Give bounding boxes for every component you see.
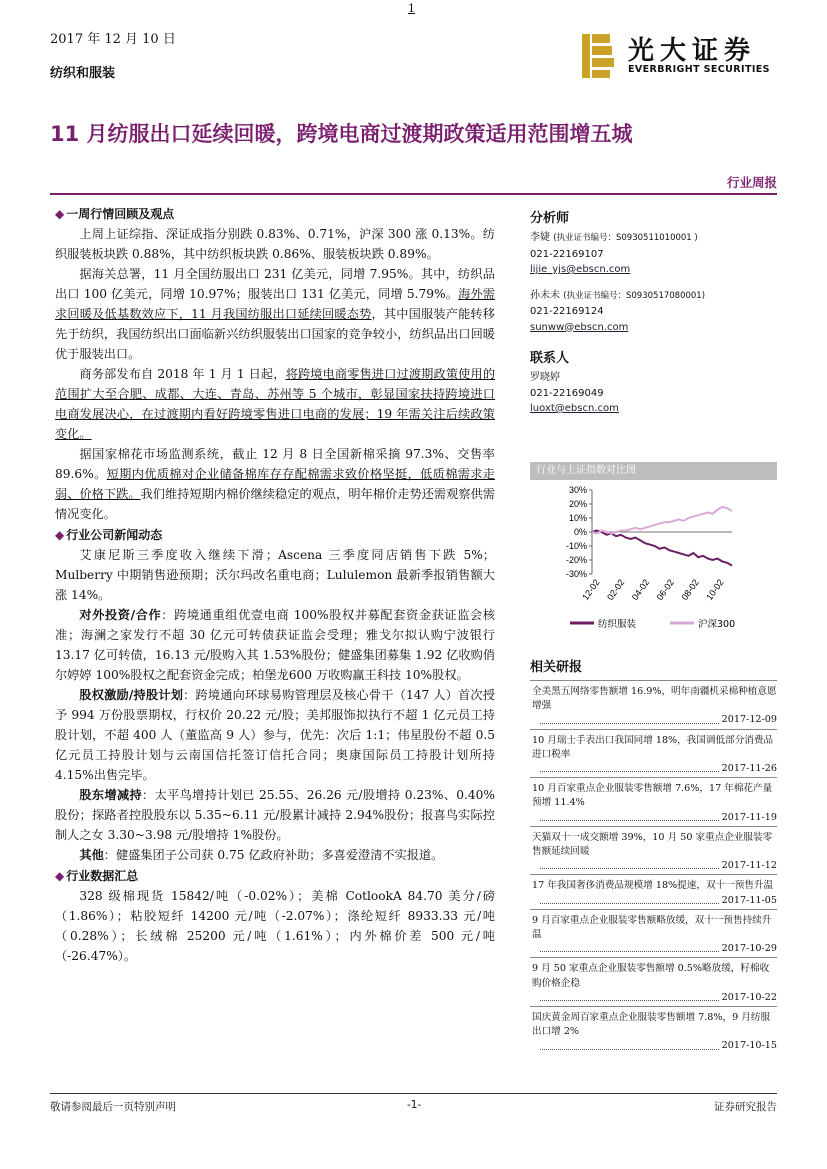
paragraph: 股东增减持：太平鸟增持计划已 25.55、26.26 元/股增持 0.23%、0.40%股份；探路者控股股东以 5.35~6.11 元/股累计减持 2.94%股份；报喜鸟实际控制人之女 3.30~3.98 元/股增持 1%股份。 [55, 788, 495, 842]
section-heading: ◆ 行业公司新闻动态 [55, 528, 163, 542]
contact-heading: 联系人 [530, 351, 570, 366]
related-report-title: 9 月百家重点企业服装零售额略放缓，双十一预售持续升温 [532, 914, 772, 941]
analyst-card: 孙未未 (执业证书编号：S0930517080001) 021-22169124 sunww@ebscn.com [530, 288, 777, 336]
related-report-date: 2017-11-05 [721, 894, 777, 906]
legend-label: 沪深300 [698, 619, 736, 630]
related-report-title: 国庆黄金周百家重点企业服装零售额增 7.8%，9 月纺服出口增 2% [532, 1012, 771, 1038]
related-report-date: 2017-11-12 [721, 860, 777, 872]
paragraph: 艾康尼斯三季度收入继续下滑；Ascena 三季度同店销售下跌 5%；Mulberry 中期销售逊预期；沃尔玛改名重电商；Lululemon 最新季报销售额大涨 14%。 [55, 548, 495, 602]
email-link[interactable]: lijie_yjs@ebscn.com [530, 264, 631, 275]
related-report-title: 全美黑五网络零售额增 16.9%，明年南疆机采棉种植意愿增强 [532, 686, 777, 712]
paragraph: 其他：健盛集团子公司获 0.75 亿政府补助；多喜爱澄清不实报道。 [79, 848, 444, 862]
y-tick-label: 20% [568, 499, 587, 509]
related-report-date: 2017-11-19 [721, 811, 777, 823]
x-tick-label: 02-02 [605, 577, 627, 603]
x-tick-label: 10-02 [704, 577, 726, 603]
x-tick-label: 12-02 [580, 577, 602, 603]
x-tick-label: 08-02 [679, 577, 701, 603]
logo-text-cn: 光大证券 [628, 36, 757, 66]
email-link[interactable]: sunww@ebscn.com [530, 321, 629, 333]
related-report-item[interactable] [530, 874, 777, 908]
related-report-title: 9 月 50 家重点企业服装零售额增 0.5%略放缓，籽棉收购价格企稳 [532, 963, 770, 989]
chart-svg [530, 482, 777, 634]
paragraph: 328 级棉现货 15842/吨（-0.02%）；美棉 CotlookA 84.70 美分/磅（1.86%）；粘胶短纤 14200 元/吨（-2.07%）；涤纶短纤 8933.33 元/吨（0.28%）；长绒棉 25200 元/吨（1.61%）；内外棉价差 500 元/吨（-26.47%）。 [55, 889, 495, 963]
y-tick-label: 10% [568, 513, 587, 523]
related-report-date: 2017-10-22 [721, 991, 777, 1003]
comparison-chart [530, 482, 777, 638]
footer-disclaimer[interactable]: 敬请参阅最后一页特别声明 [50, 1101, 176, 1113]
related-report-date: 2017-11-26 [721, 763, 777, 775]
section-heading: ◆ 行业数据汇总 [55, 869, 139, 883]
paragraph: 对外投资/合作：跨境通重组优壹电商 100%股权并募配套资金获证监会核准；海澜之家发行不超 30 亿元可转债获证监会受理；雅戈尔拟认购宁波银行 13.17 亿可转债，16.13 元/股购入其 1.53%股份；健盛集团募集 1.92 亿收购俏尔婷婷 100%股权之配套资金完成；柏堡龙600 万收购赢王科技 10%股权。 [55, 608, 496, 682]
related-report-item[interactable] [530, 909, 777, 958]
related-report-title: 10 月瑞士手表出口我国同增 18%，我国调低部分消费品进口税率 [532, 734, 774, 760]
diamond-icon: ◆ [55, 207, 65, 221]
footer-label: 证券研究报告 [714, 1101, 777, 1113]
related-report-title: 天猫双十一成交额增 39%，10 月 50 家重点企业服装零售额延续回暖 [532, 831, 773, 858]
related-report-item[interactable] [530, 957, 777, 1006]
analyst-heading: 分析师 [530, 211, 570, 226]
chart-header: 行业与上证指数对比图 [530, 462, 777, 480]
diamond-icon: ◆ [55, 869, 65, 883]
series-line-textile [592, 531, 732, 566]
related-report-item[interactable] [530, 680, 777, 729]
related-report-title: 17 年我国奢侈消费品规模增 18%提速，双十一预售升温 [532, 880, 774, 892]
analyst-card: 李婕 (执业证书编号：S0930511010001 ) 021-22169107 lijie_yjs@ebscn.com [530, 230, 777, 278]
related-report-date: 2017-10-15 [721, 1040, 777, 1052]
paragraph: 商务部发布自 2018 年 1 月 1 日起，将跨境电商零售进口过渡期政策使用的范围扩大至合肥、成都、大连、青岛、苏州等 5 个城市，彰显国家扶持跨境进口电商发展决心，在过渡期内看好跨境零售进口电商的发展；19 年需关注后续政策变化。 [55, 367, 496, 441]
related-heading: 相关研报 [530, 660, 583, 675]
page-number-top: 1 [408, 2, 415, 15]
related-report-title: 10 月百家重点企业服装零售额增 7.6%，17 年棉花产量预增 11.4% [532, 783, 773, 809]
report-type: 行业周报 [726, 175, 777, 190]
paragraph: 股权激励/持股计划：跨境通向环球易购管理层及核心骨干（147 人）首次授予 994 万份股票期权，行权价 20.22 元/股；美邦服饰拟执行不超 1 亿元员工持股计划，不超 400 人（董监高 9 人）参与，优先：次后 1:1；伟星股份不超 0.5 亿元员工持股计划与云南国信托签订信托合同；奥康国际员工持股计划所持 4.15%出售完毕。 [55, 688, 496, 782]
main-column [55, 203, 495, 966]
header-rule [50, 193, 777, 195]
y-tick-label: 0% [573, 527, 587, 537]
section-heading: ◆ 一周行情回顾及观点 [55, 207, 175, 221]
paragraph: 据海关总署，11 月全国纺服出口 231 亿美元，同增 7.95%。其中，纺织品出口 100 亿美元，同增 10.97%；服装出口 131 亿美元，同增 5.79%。海外需求回暖及低基数效应下，11 月我国纺服出口延续回暖态势，其中国服装产能转移先于纺织，我国纺织出口面临新兴纺织服装出口国家的竞争较小，纺织品出口回暖优于服装出口。 [55, 267, 495, 361]
y-tick-label: -10% [565, 541, 587, 551]
legend-label: 纺织服装 [598, 619, 637, 630]
logo-icon [578, 30, 618, 86]
footer-rule [50, 1093, 777, 1094]
related-reports-list [530, 680, 777, 1055]
related-report-item[interactable] [530, 729, 777, 778]
footer-page-number: -1- [407, 1099, 422, 1111]
logo-text-en: EVERBRIGHT SECURITIES [628, 64, 770, 75]
y-tick-label: 30% [568, 485, 587, 495]
x-tick-label: 06-02 [654, 577, 677, 603]
diamond-icon: ◆ [55, 528, 65, 542]
x-tick-label: 04-02 [629, 577, 652, 603]
related-report-item[interactable] [530, 826, 777, 875]
report-title: 11 月纺服出口延续回暖，跨境电商过渡期政策适用范围增五城 [50, 122, 633, 146]
paragraph: 据国家棉花市场监测系统，截止 12 月 8 日全国新棉采摘 97.3%、交售率 89.6%。短期内优质棉对企业储备棉库存存配棉需求致价格坚挺，低质棉需求走弱、价格下跌。我们维持短期内棉价继续稳定的观点，明年棉价走势还需观察供需情况变化。 [55, 447, 495, 521]
related-report-item[interactable] [530, 1006, 777, 1055]
sidebar [530, 203, 777, 417]
report-date: 2017 年 12 月 10 日 [50, 32, 176, 47]
series-line-hs300 [592, 507, 732, 534]
related-report-date: 2017-12-09 [721, 714, 777, 726]
related-report-item[interactable] [530, 777, 777, 826]
related-report-date: 2017-10-29 [721, 943, 777, 955]
email-link[interactable]: luoxt@ebscn.com [530, 403, 619, 414]
contact-card: 罗晓婷 021-22169049 luoxt@ebscn.com [530, 370, 777, 417]
sector-label: 纺织和服装 [50, 66, 116, 81]
paragraph: 上周上证综指、深证成指分别跌 0.83%、0.71%，沪深 300 涨 0.13%。纺织服装板块跌 0.88%，其中纺织板块跌 0.86%、服装板块跌 0.89%。 [55, 227, 495, 261]
y-tick-label: -30% [565, 569, 587, 579]
y-tick-label: -20% [565, 555, 587, 565]
